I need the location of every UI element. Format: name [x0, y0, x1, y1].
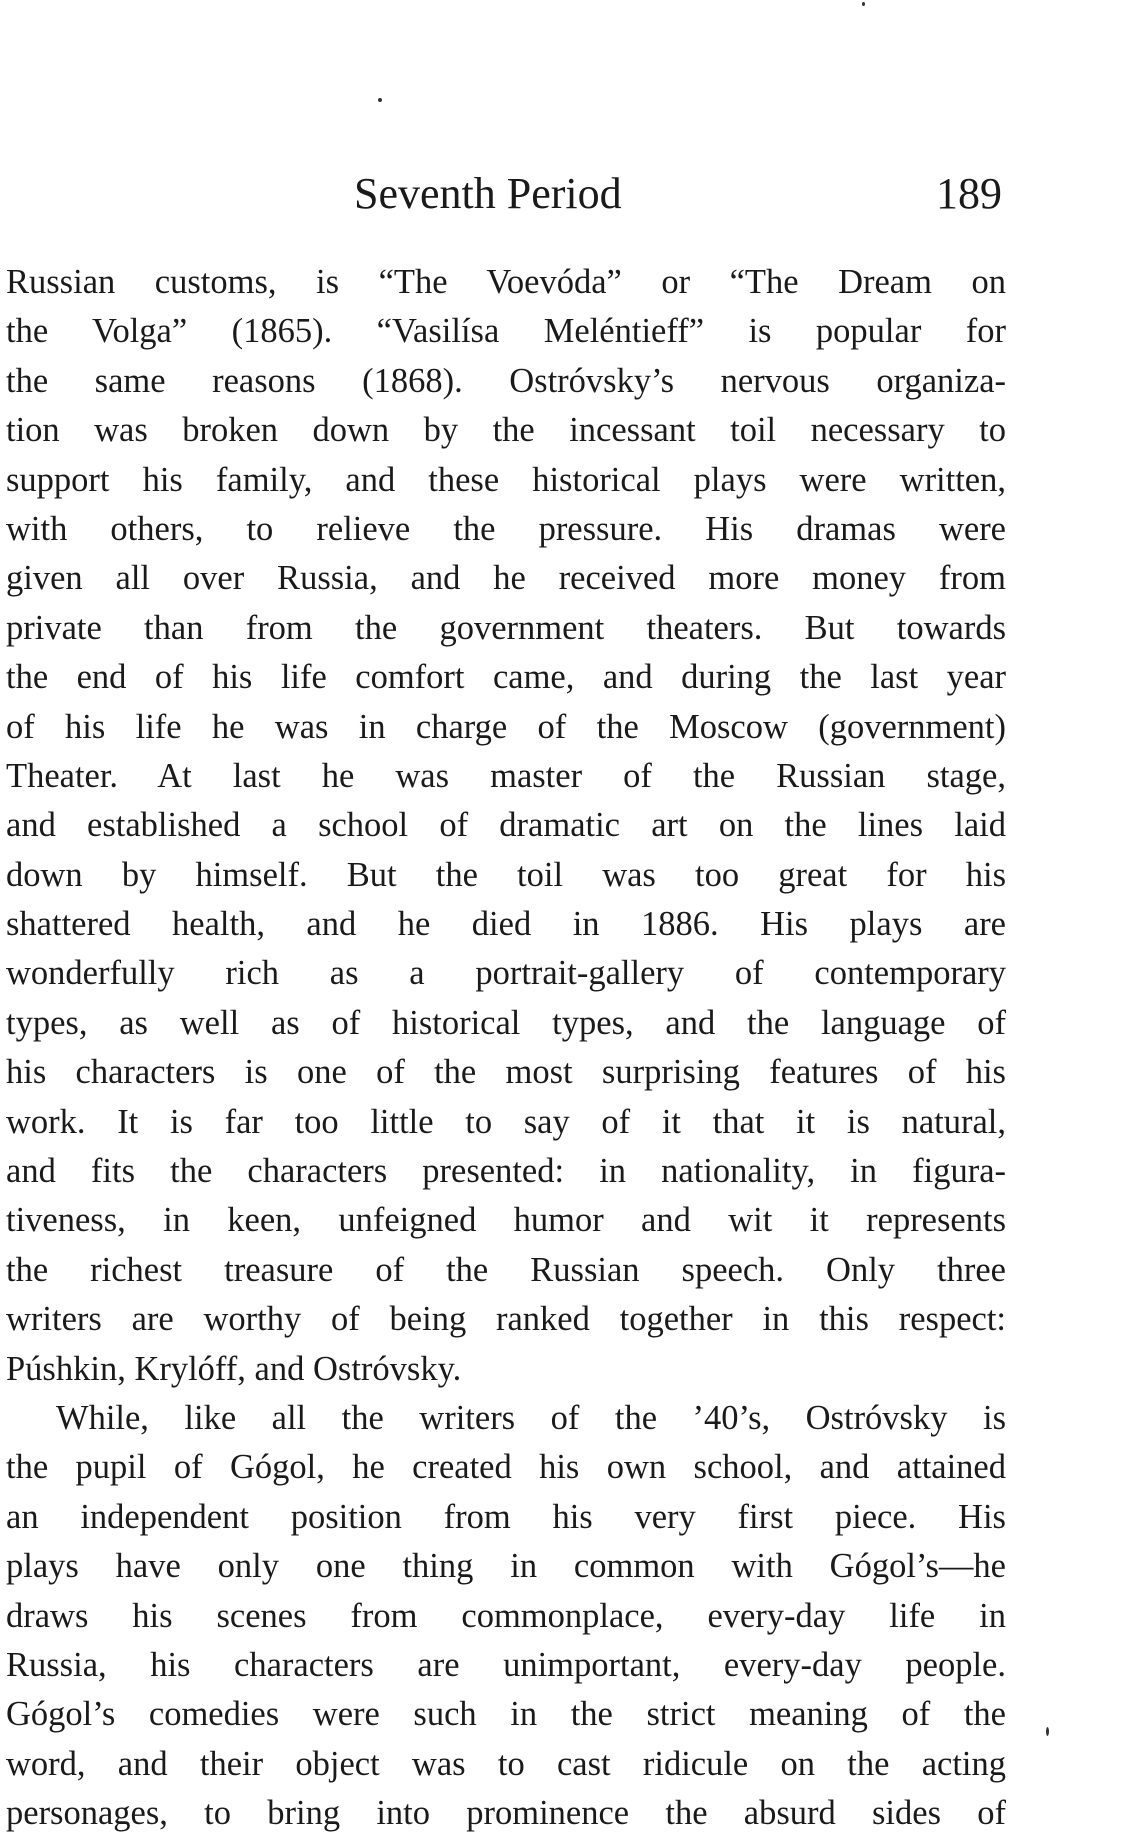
text-line: writers are worthy of being ranked together in this respect:: [6, 1300, 1006, 1339]
text-line: tion was broken down by the incessant toil necessary to: [6, 411, 1006, 450]
text-line: plays have only one thing in common with Gógol’s—he: [6, 1547, 1006, 1586]
page-header: [0, 166, 1122, 222]
text-line: the pupil of Gógol, he created his own school, and attained: [6, 1448, 1006, 1487]
text-line: tiveness, in keen, unfeigned humor and wit it represents: [6, 1201, 1006, 1240]
text-line: with others, to relieve the pressure. His dramas were: [6, 509, 1006, 548]
text-line: types, as well as of historical types, and the language of: [6, 1003, 1006, 1042]
text-line-paragraph-end: Púshkin, Krylóff, and Ostróvsky.: [6, 1349, 462, 1388]
text-line: an independent position from his very first piece. His: [6, 1497, 1006, 1536]
text-line: Russian customs, is “The Voevóda” or “The Dream on: [6, 263, 1006, 301]
text-line: of his life he was in charge of the Moscow (government): [6, 707, 1006, 746]
text-line: Theater. At last he was master of the Russian stage,: [6, 756, 1006, 795]
text-line: the richest treasure of the Russian speech. Only three: [6, 1250, 1006, 1289]
print-speck: [378, 98, 382, 102]
body-text: [6, 258, 1006, 1839]
text-line: and established a school of dramatic art on the lines laid: [6, 806, 1006, 845]
text-line: down by himself. But the toil was too great for his: [6, 855, 1006, 894]
page-number: 189: [936, 169, 1002, 218]
text-line: support his family, and these historical plays were written,: [6, 460, 1006, 499]
text-line: the end of his life comfort came, and during the last year: [6, 658, 1006, 697]
text-line: the same reasons (1868). Ostróvsky’s nervous organiza-: [6, 361, 1006, 400]
print-speck: [862, 2, 865, 6]
text-line: shattered health, and he died in 1886. His plays are: [6, 905, 1006, 944]
text-line: his characters is one of the most surprising features of his: [6, 1053, 1006, 1092]
text-line: work. It is far too little to say of it that it is natural,: [6, 1102, 1006, 1141]
text-line: draws his scenes from commonplace, every-day life in: [6, 1596, 1006, 1635]
text-line: wonderfully rich as a portrait-gallery of contemporary: [6, 954, 1006, 993]
running-title: Seventh Period: [354, 169, 622, 218]
text-line: personages, to bring into prominence the absurd sides of: [6, 1794, 1006, 1833]
text-line: Gógol’s comedies were such in the strict meaning of the: [6, 1695, 1006, 1734]
text-line: and fits the characters presented: in nationality, in figura-: [6, 1152, 1006, 1191]
text-line-paragraph-start: While, like all the writers of the ’40’s, Ostróvsky is: [56, 1398, 1006, 1437]
text-line: the Volga” (1865). “Vasilísa Meléntieff” is popular for: [6, 312, 1006, 351]
text-line: word, and their object was to cast ridicule on the acting: [6, 1744, 1006, 1783]
text-line: given all over Russia, and he received more money from: [6, 559, 1006, 598]
text-line: private than from the government theaters. But towards: [6, 608, 1006, 647]
text-line: Russia, his characters are unimportant, every-day people.: [6, 1645, 1006, 1684]
print-speck: [1046, 1727, 1049, 1736]
